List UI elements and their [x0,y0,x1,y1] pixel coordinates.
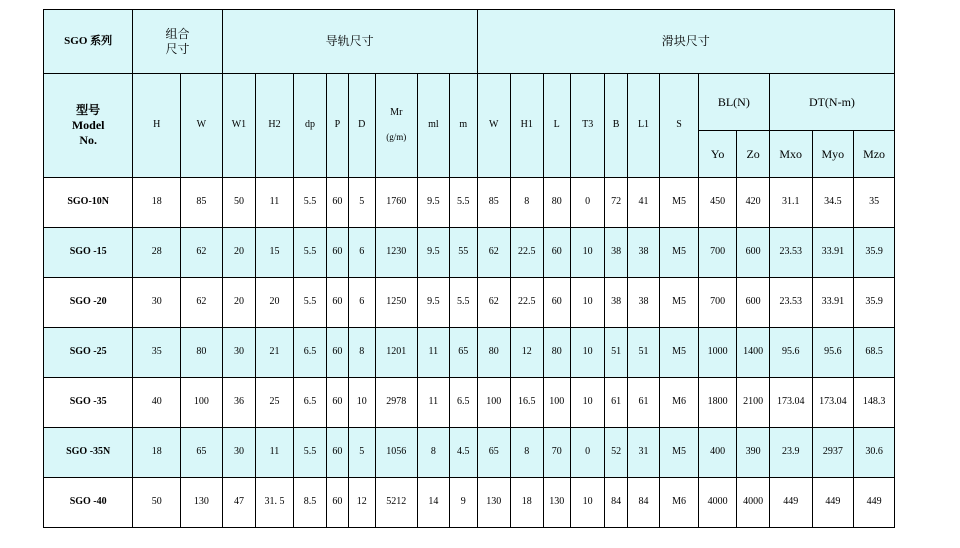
table-cell: 449 [854,478,895,528]
model-line1: 型号 [76,103,101,117]
table-cell: M5 [660,328,699,378]
table-cell: 28 [133,228,181,278]
table-cell: 1800 [698,378,737,428]
table-cell: 95.6 [812,328,854,378]
table-cell: 51 [627,328,659,378]
table-cell: 23.53 [769,278,812,328]
table-cell: 2100 [737,378,769,428]
table-cell: 18 [133,178,181,228]
table-cell: 23.9 [769,428,812,478]
col-Mxo: Mxo [769,131,812,178]
table-cell: 4.5 [450,428,477,478]
table-cell: 10 [570,478,605,528]
combo-line1: 组合 [165,26,190,41]
table-cell: 80 [543,178,570,228]
table-cell: 62 [477,278,511,328]
rail-size-header: 导轨尺寸 [222,10,477,74]
col-H1: H1 [511,74,543,178]
table-cell: 36 [222,378,256,428]
table-cell: 600 [737,228,769,278]
table-cell: 173.04 [812,378,854,428]
table-cell: 5.5 [293,228,327,278]
table-cell: 1400 [737,328,769,378]
table-cell: 30 [133,278,181,328]
table-cell: M6 [660,378,699,428]
table-cell: 6 [348,278,375,328]
col-ml: ml [417,74,449,178]
table-cell: 31.1 [769,178,812,228]
table-cell: 60 [327,278,348,328]
table-cell: 23.53 [769,228,812,278]
table-cell: 12 [511,328,543,378]
table-cell: 50 [222,178,256,228]
table-cell: 449 [812,478,854,528]
table-cell: 100 [181,378,223,428]
table-cell: 0 [570,428,605,478]
table-cell: 6 [348,228,375,278]
table-cell: 38 [605,278,627,328]
model-name-cell: SGO -15 [44,228,133,278]
table-cell: 65 [181,428,223,478]
col-m: m [450,74,477,178]
col-Yo: Yo [698,131,737,178]
table-cell: 31 [627,428,659,478]
table-cell: 21 [256,328,294,378]
table-cell: 51 [605,328,627,378]
table-cell: 4000 [737,478,769,528]
table-cell: 80 [181,328,223,378]
table-cell: 6.5 [450,378,477,428]
table-cell: 2937 [812,428,854,478]
table-cell: 68.5 [854,328,895,378]
table-row [44,428,895,478]
model-line3: No. [79,133,97,147]
table-cell: 10 [570,228,605,278]
table-cell: 84 [627,478,659,528]
table-cell: 60 [327,228,348,278]
table-cell: 50 [133,478,181,528]
table-cell: 22.5 [511,278,543,328]
model-name-cell: SGO -25 [44,328,133,378]
table-cell: 41 [627,178,659,228]
table-cell: M5 [660,428,699,478]
table-cell: 6.5 [293,378,327,428]
col-dp: dp [293,74,327,178]
table-cell: 6.5 [293,328,327,378]
col-Myo: Myo [812,131,854,178]
table-cell: 450 [698,178,737,228]
table-cell: 1201 [375,328,417,378]
table-cell: 8 [511,178,543,228]
series-header: SGO 系列 [44,10,133,74]
table-cell: 31. 5 [256,478,294,528]
table-cell: 11 [417,378,449,428]
table-cell: 60 [327,178,348,228]
table-cell: 20 [222,228,256,278]
table-row [44,478,895,528]
table-cell: 449 [769,478,812,528]
table-cell: 61 [627,378,659,428]
table-cell: 600 [737,278,769,328]
model-name-cell: SGO -35 [44,378,133,428]
table-cell: 5.5 [293,428,327,478]
table-cell: 38 [627,228,659,278]
table-cell: 700 [698,278,737,328]
table-cell: 52 [605,428,627,478]
col-H2: H2 [256,74,294,178]
table-cell: 8.5 [293,478,327,528]
model-name-cell: SGO-10N [44,178,133,228]
table-cell: 5.5 [450,178,477,228]
table-cell: 8 [511,428,543,478]
table-cell: 60 [543,278,570,328]
table-cell: 62 [477,228,511,278]
table-cell: 20 [222,278,256,328]
table-cell: 35 [854,178,895,228]
block-size-header: 滑块尺寸 [477,10,894,74]
table-cell: M5 [660,228,699,278]
table-row [44,378,895,428]
table-cell: 1000 [698,328,737,378]
table-cell: 5.5 [293,178,327,228]
table-cell: 10 [570,328,605,378]
table-cell: 33.91 [812,228,854,278]
table-cell: 390 [737,428,769,478]
col-S: S [660,74,699,178]
table-cell: 35 [133,328,181,378]
table-cell: 5.5 [450,278,477,328]
col-W: W [181,74,223,178]
col-Mr [375,74,417,178]
table-cell: 130 [543,478,570,528]
spec-table [43,9,895,528]
table-cell: 60 [327,478,348,528]
table-cell: 2978 [375,378,417,428]
table-cell: 130 [181,478,223,528]
col-T3: T3 [570,74,605,178]
table-cell: 60 [327,328,348,378]
table-cell: 10 [570,278,605,328]
table-cell: 33.91 [812,278,854,328]
header-row-columns [44,74,895,131]
model-name-cell: SGO -20 [44,278,133,328]
table-cell: 12 [348,478,375,528]
model-name-cell: SGO -40 [44,478,133,528]
table-cell: 47 [222,478,256,528]
col-Mr-unit: (g/m) [386,131,407,142]
table-cell: 100 [543,378,570,428]
col-Mzo: Mzo [854,131,895,178]
table-cell: 20 [256,278,294,328]
table-cell: 40 [133,378,181,428]
col-W1: W1 [222,74,256,178]
table-cell: 700 [698,228,737,278]
table-cell: 30 [222,428,256,478]
table-cell: 1056 [375,428,417,478]
dt-header: DT(N-m) [769,74,894,131]
table-cell: 15 [256,228,294,278]
table-cell: 5 [348,428,375,478]
table-cell: 60 [327,378,348,428]
table-cell: 85 [477,178,511,228]
table-cell: 173.04 [769,378,812,428]
table-cell: 10 [570,378,605,428]
table-cell: M6 [660,478,699,528]
table-row [44,178,895,228]
table-cell: 62 [181,228,223,278]
table-cell: M5 [660,178,699,228]
table-cell: 18 [133,428,181,478]
table-row [44,228,895,278]
table-cell: 60 [543,228,570,278]
table-cell: 5 [348,178,375,228]
table-cell: 61 [605,378,627,428]
col-block-W: W [477,74,511,178]
table-cell: 148.3 [854,378,895,428]
table-row [44,328,895,378]
col-Zo: Zo [737,131,769,178]
col-D: D [348,74,375,178]
table-cell: 4000 [698,478,737,528]
table-cell: 100 [477,378,511,428]
header-row-groups [44,10,895,74]
model-line2: Model [71,118,105,132]
table-cell: 30.6 [854,428,895,478]
table-cell: 18 [511,478,543,528]
table-cell: 420 [737,178,769,228]
bl-header: BL(N) [698,74,769,131]
table-cell: 85 [181,178,223,228]
table-cell: 65 [477,428,511,478]
col-H: H [133,74,181,178]
table-cell: 38 [605,228,627,278]
table-cell: 38 [627,278,659,328]
combo-line2: 尺寸 [165,41,190,56]
table-cell: 9.5 [417,228,449,278]
table-cell: 8 [417,428,449,478]
table-cell: 35.9 [854,278,895,328]
table-cell: 5212 [375,478,417,528]
table-cell: 0 [570,178,605,228]
table-cell: 60 [327,428,348,478]
table-cell: 9 [450,478,477,528]
col-L: L [543,74,570,178]
table-cell: 14 [417,478,449,528]
col-P: P [327,74,348,178]
table-cell: 34.5 [812,178,854,228]
col-B: B [605,74,627,178]
table-cell: 72 [605,178,627,228]
col-Mr-label: Mr [390,106,403,118]
table-cell: 10 [348,378,375,428]
table-cell: 65 [450,328,477,378]
table-cell: 55 [450,228,477,278]
table-cell: 84 [605,478,627,528]
col-L1: L1 [627,74,659,178]
table-cell: 8 [348,328,375,378]
table-cell: 30 [222,328,256,378]
table-cell: 70 [543,428,570,478]
table-cell: 62 [181,278,223,328]
table-cell: 9.5 [417,178,449,228]
table-cell: 95.6 [769,328,812,378]
table-cell: 400 [698,428,737,478]
table-cell: 35.9 [854,228,895,278]
table-cell: 80 [477,328,511,378]
table-cell: 11 [256,428,294,478]
table-cell: 11 [256,178,294,228]
table-cell: 130 [477,478,511,528]
combo-size-header [133,10,222,74]
table-cell: 9.5 [417,278,449,328]
table-cell: 80 [543,328,570,378]
table-cell: 11 [417,328,449,378]
table-cell: M5 [660,278,699,328]
table-cell: 1230 [375,228,417,278]
table-row [44,278,895,328]
model-header [44,74,133,178]
table-cell: 22.5 [511,228,543,278]
model-name-cell: SGO -35N [44,428,133,478]
table-cell: 5.5 [293,278,327,328]
table-cell: 1250 [375,278,417,328]
table-cell: 1760 [375,178,417,228]
table-cell: 16.5 [511,378,543,428]
table-cell: 25 [256,378,294,428]
